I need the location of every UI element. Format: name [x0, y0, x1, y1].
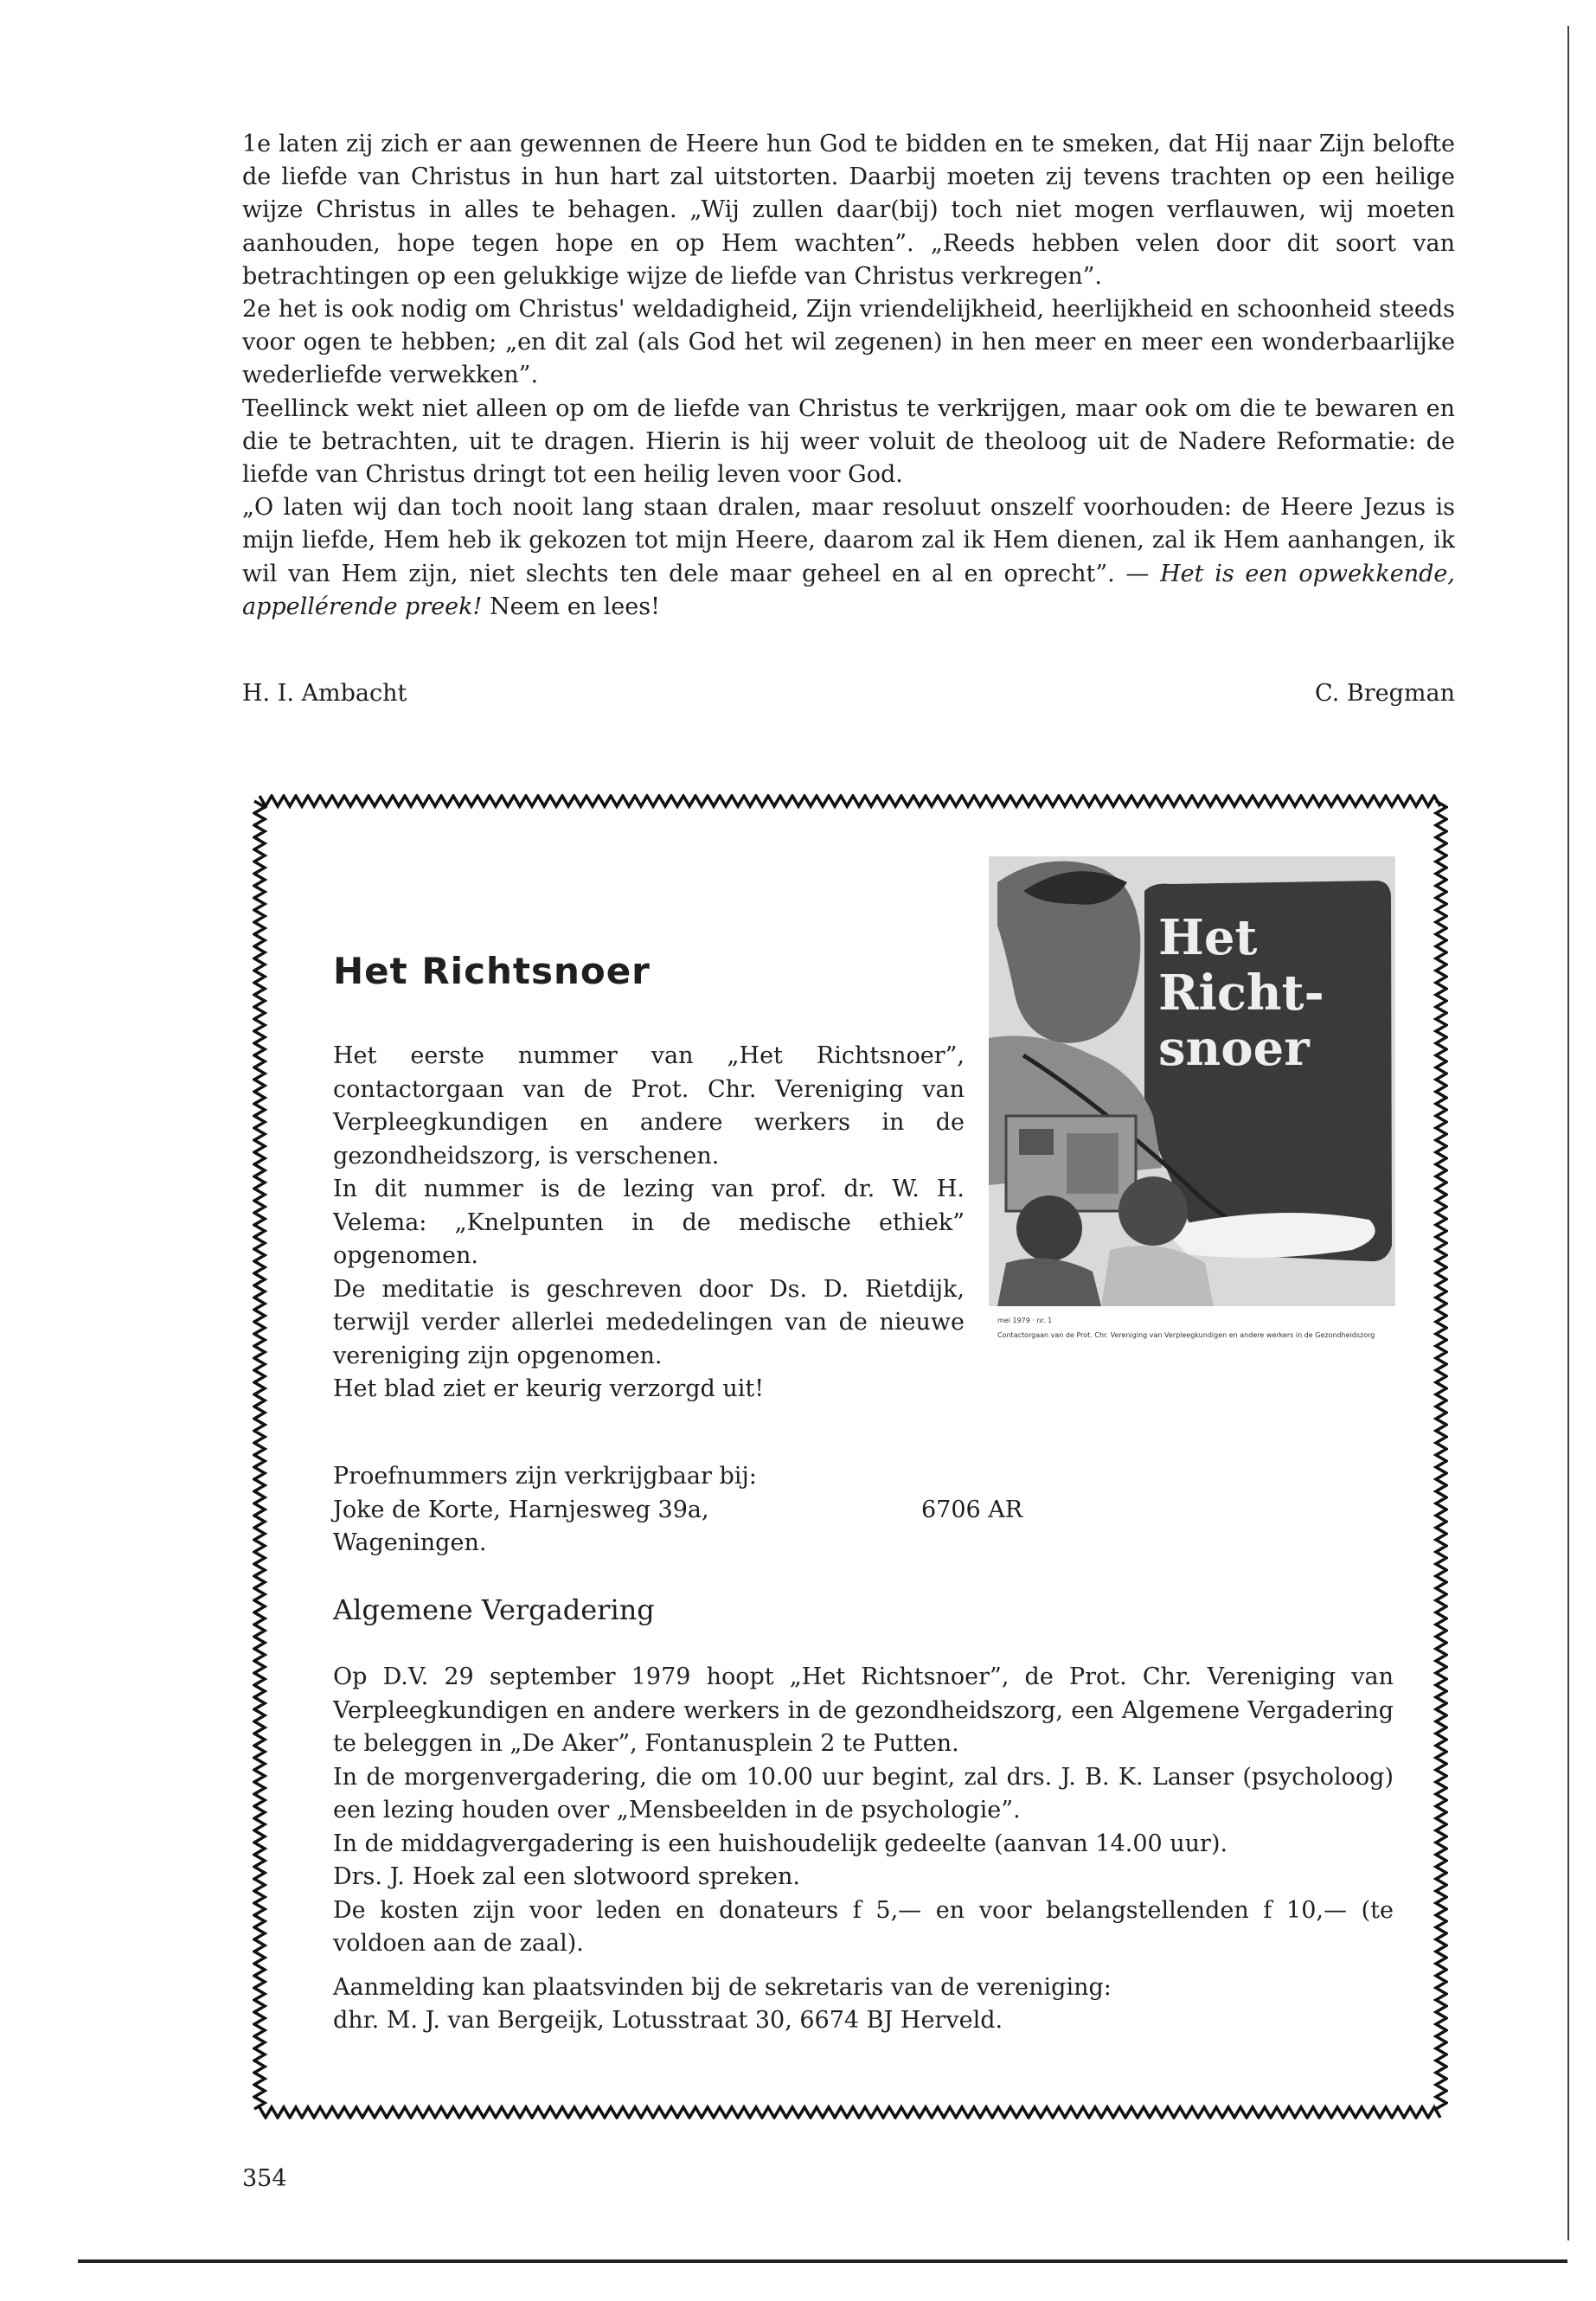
page-edge-line [1567, 26, 1569, 2240]
ad-paragraph-1: Het eerste nummer van „Het Richtsnoer”, contactorgaan van de Prot. Chr. Vereniging van Verpleegkundigen en andere werkers in de gezondheidszorg, is verschenen. [333, 1042, 965, 1170]
signatures [242, 680, 1455, 707]
machine-dial [1067, 1133, 1118, 1194]
border-bottom [260, 2107, 1440, 2118]
meeting-paragraph-3: In de middagvergadering is een huishoudelijk gedeelte (aanvan 14.00 uur). [333, 1830, 1228, 1857]
signature-right: C. Bregman [1315, 680, 1455, 707]
page-number: 354 [242, 2165, 287, 2192]
closing-end: Neem en lees! [482, 593, 660, 620]
ad-body [333, 1040, 965, 1407]
address-postcode: 6706 AR [921, 1496, 1023, 1523]
article-paragraph-2: 2e het is ook nodig om Christus' weldadigheid, Zijn vriendelijkheid, heerlijkheid en schoonheid steeds voor ogen te hebben; „en dit zal (als God het wil zegenen) in hen meer en meer een wonderbaarlijke wederliefde verwekken”. [242, 296, 1455, 389]
ad-paragraph-3: De meditatie is geschreven door Ds. D. Rietdijk, terwijl verder allerlei mededelingen van de nieuwe vereniging zijn opgenomen. [333, 1275, 965, 1369]
meeting-paragraph-4: Drs. J. Hoek zal een slotwoord spreken. [333, 1863, 800, 1890]
signature-left: H. I. Ambacht [242, 680, 407, 707]
meeting-paragraph-5: De kosten zijn voor leden en donateurs f 5,— en voor belangstellenden f 10,— (te voldoen aan de zaal). [333, 1896, 1394, 1957]
magazine-title-line-1: Het [1158, 909, 1258, 966]
machine-panel [1019, 1129, 1054, 1155]
magazine-title-line-2: Richt- [1158, 965, 1324, 1022]
magazine-cover-image [989, 856, 1395, 1384]
ad-paragraph-4: Het blad ziet er keurig verzorgd uit! [333, 1375, 765, 1402]
bottom-rule [78, 2259, 1567, 2263]
meeting-heading: Algemene Vergadering [333, 1593, 655, 1626]
ad-paragraph-2: In dit nummer is de lezing van prof. dr. W. H. Velema: „Knelpunten in de medische ethiek” opgenomen. [333, 1176, 965, 1269]
closing-italic: Het is een opwekkende, appellérende preek! [242, 560, 1455, 620]
child-head [1016, 1195, 1082, 1261]
magazine-issue-caption: mei 1979 · nr. 1 [997, 1317, 1053, 1324]
article-body [242, 128, 1455, 624]
registration-line-2: dhr. M. J. van Bergeijk, Lotusstraat 30, 6674 BJ Herveld. [333, 2007, 1003, 2034]
article-closing-paragraph [242, 491, 1455, 624]
sample-copies-label: Proefnummers zijn verkrijgbaar bij: [333, 1463, 757, 1490]
ad-title: Het Richtsnoer [333, 950, 651, 992]
magazine-title [1158, 910, 1375, 1076]
meeting-paragraph-1: Op D.V. 29 september 1979 hoopt „Het Richtsnoer”, de Prot. Chr. Vereniging van Verpleegkundigen en andere werkers in de gezondheidszorg, een Algemene Vergadering te beleggen in „De Aker”, Fontanusplein 2 te Putten. [333, 1663, 1394, 1757]
closing-quote: „O laten wij dan toch nooit lang staan dralen, maar resoluut onszelf voorhouden: de Heere Jezus is mijn liefde, Hem heb ik gekozen tot mijn Heere, daarom zal ik Hem dienen, zal ik Hem aanhangen, ik wil van Hem zijn, niet slechts ten dele maar geheel en al en oprecht”. — [242, 494, 1455, 587]
address-name-street: Joke de Korte, Harnjesweg 39a, [333, 1496, 709, 1523]
magazine-title-line-3: snoer [1158, 1020, 1310, 1077]
registration-line-1: Aanmelding kan plaatsvinden bij de sekretaris van de vereniging: [333, 1973, 1112, 2001]
article-paragraph-1: 1e laten zij zich er aan gewennen de Heere hun God te bidden en te smeken, dat Hij naar Zijn belofte de liefde van Christus in hun hart zal uitstorten. Daarbij moeten zij tevens trachten op een heilige wijze Christus in alles te behagen. „Wij zullen daar(bij) toch niet mogen verflauwen, wij moeten aanhouden, hope tegen hope en op Hem wachten”. „Reeds hebben velen door dit soort van betrachtingen op een gelukkige wijze de liefde van Christus verkregen”. [242, 131, 1455, 290]
sample-copies-address [333, 1494, 1198, 1561]
border-top [260, 796, 1440, 806]
address-city: Wageningen. [333, 1529, 487, 1556]
nurse-head [1118, 1176, 1188, 1246]
border-right [1436, 801, 1446, 2109]
meeting-paragraph-2: In de morgenvergadering, die om 10.00 uur begint, zal drs. J. B. K. Lanser (psycholoog) een lezing houden over „Mensbeelden in de psychologie”. [333, 1763, 1394, 1823]
magazine-subtitle-caption: Contactorgaan van de Prot. Chr. Vereniging van Verpleegkundigen en andere werkers in de Gezondheidszorg [997, 1331, 1375, 1339]
article-paragraph-3: Teellinck wekt niet alleen op om de liefde van Christus te verkrijgen, maar ook om die te bewaren en die te betrachten, uit te dragen. Hierin is hij weer voluit de theoloog uit de Nadere Reformatie: de liefde van Christus dringt tot een heilig leven voor God. [242, 394, 1455, 489]
meeting-details [333, 1661, 1394, 2038]
border-left [254, 801, 265, 2109]
sample-copies-info [333, 1460, 1198, 1561]
